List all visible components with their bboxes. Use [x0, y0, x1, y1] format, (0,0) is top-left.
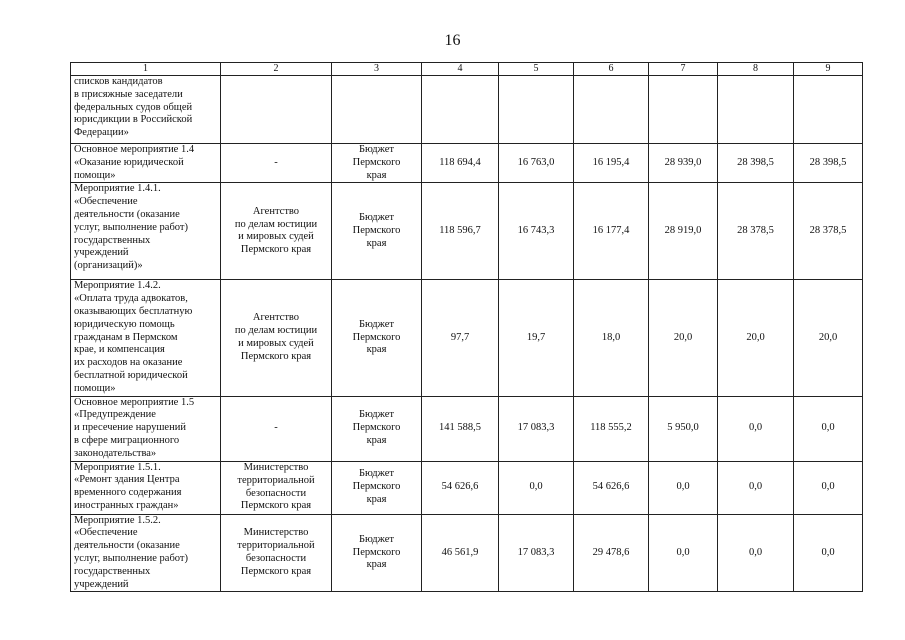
executor-cell: Агентство по делам юстиции и мировых судей Пермского края	[221, 183, 332, 280]
amount-cell: 16 743,3	[499, 183, 574, 280]
activity-name-cell: Основное мероприятие 1.5 «Предупреждение и пресечение нарушений в сфере миграционного законодательства»	[71, 396, 221, 461]
table-row	[71, 76, 863, 144]
amount-cell: 16 177,4	[574, 183, 649, 280]
amount-cell	[718, 76, 794, 144]
amount-cell: 118 596,7	[422, 183, 499, 280]
column-number: 2	[221, 63, 332, 76]
amount-cell: 0,0	[718, 514, 794, 592]
amount-cell: 0,0	[794, 461, 863, 514]
funding-source-cell: Бюджет Пермского края	[332, 396, 422, 461]
executor-cell: Министерство территориальной безопасности Пермского края	[221, 461, 332, 514]
funding-source-cell: Бюджет Пермского края	[332, 183, 422, 280]
amount-cell: 28 919,0	[649, 183, 718, 280]
activity-name-cell: Мероприятие 1.4.2. «Оплата труда адвокатов, оказывающих бесплатную юридическую помощь гражданам в Пермском крае, и компенсация их расходов на оказание бесплатной юридической помощи»	[71, 280, 221, 396]
amount-cell: 0,0	[499, 461, 574, 514]
activity-name-cell: Мероприятие 1.4.1. «Обеспечение деятельности (оказание услуг, выполнение работ) государственных учреждений (организаций)»	[71, 183, 221, 280]
amount-cell: 0,0	[718, 461, 794, 514]
amount-cell: 5 950,0	[649, 396, 718, 461]
budget-table	[70, 62, 863, 592]
amount-cell: 46 561,9	[422, 514, 499, 592]
amount-cell	[422, 76, 499, 144]
amount-cell: 16 195,4	[574, 144, 649, 183]
amount-cell: 0,0	[718, 396, 794, 461]
page-number: 16	[444, 32, 461, 49]
activity-name-cell: списков кандидатов в присяжные заседатели федеральных судов общей юрисдикции в Российской Федерации»	[71, 76, 221, 144]
amount-cell	[649, 76, 718, 144]
amount-cell: 0,0	[794, 396, 863, 461]
column-number: 8	[718, 63, 794, 76]
column-number: 3	[332, 63, 422, 76]
table-row	[71, 144, 863, 183]
amount-cell: 118 555,2	[574, 396, 649, 461]
column-number-row	[71, 63, 863, 76]
amount-cell: 20,0	[718, 280, 794, 396]
amount-cell: 118 694,4	[422, 144, 499, 183]
amount-cell: 17 083,3	[499, 396, 574, 461]
amount-cell: 17 083,3	[499, 514, 574, 592]
amount-cell: 28 398,5	[718, 144, 794, 183]
amount-cell: 0,0	[649, 514, 718, 592]
column-number: 4	[422, 63, 499, 76]
funding-source-cell	[332, 76, 422, 144]
amount-cell: 19,7	[499, 280, 574, 396]
funding-source-cell: Бюджет Пермского края	[332, 514, 422, 592]
executor-cell	[221, 76, 332, 144]
amount-cell	[794, 76, 863, 144]
amount-cell	[499, 76, 574, 144]
amount-cell: 54 626,6	[574, 461, 649, 514]
amount-cell: 28 378,5	[794, 183, 863, 280]
executor-cell: Министерство территориальной безопасности Пермского края	[221, 514, 332, 592]
amount-cell: 0,0	[649, 461, 718, 514]
activity-name-cell: Основное мероприятие 1.4 «Оказание юридической помощи»	[71, 144, 221, 183]
table-row	[71, 183, 863, 280]
amount-cell: 29 478,6	[574, 514, 649, 592]
column-number: 5	[499, 63, 574, 76]
amount-cell: 141 588,5	[422, 396, 499, 461]
column-number: 7	[649, 63, 718, 76]
amount-cell: 28 378,5	[718, 183, 794, 280]
column-number: 9	[794, 63, 863, 76]
amount-cell: 28 398,5	[794, 144, 863, 183]
executor-cell: Агентство по делам юстиции и мировых судей Пермского края	[221, 280, 332, 396]
table-row	[71, 280, 863, 396]
amount-cell: 18,0	[574, 280, 649, 396]
amount-cell: 28 939,0	[649, 144, 718, 183]
funding-source-cell: Бюджет Пермского края	[332, 144, 422, 183]
activity-name-cell: Мероприятие 1.5.2. «Обеспечение деятельности (оказание услуг, выполнение работ) государственных учреждений	[71, 514, 221, 592]
table-row	[71, 514, 863, 592]
executor-cell: -	[221, 396, 332, 461]
table-row	[71, 396, 863, 461]
column-number: 6	[574, 63, 649, 76]
amount-cell: 0,0	[794, 514, 863, 592]
executor-cell: -	[221, 144, 332, 183]
amount-cell: 54 626,6	[422, 461, 499, 514]
table-row	[71, 461, 863, 514]
amount-cell: 20,0	[794, 280, 863, 396]
funding-source-cell: Бюджет Пермского края	[332, 461, 422, 514]
amount-cell: 16 763,0	[499, 144, 574, 183]
amount-cell: 97,7	[422, 280, 499, 396]
amount-cell	[574, 76, 649, 144]
funding-source-cell: Бюджет Пермского края	[332, 280, 422, 396]
column-number: 1	[71, 63, 221, 76]
amount-cell: 20,0	[649, 280, 718, 396]
activity-name-cell: Мероприятие 1.5.1. «Ремонт здания Центра временного содержания иностранных граждан»	[71, 461, 221, 514]
